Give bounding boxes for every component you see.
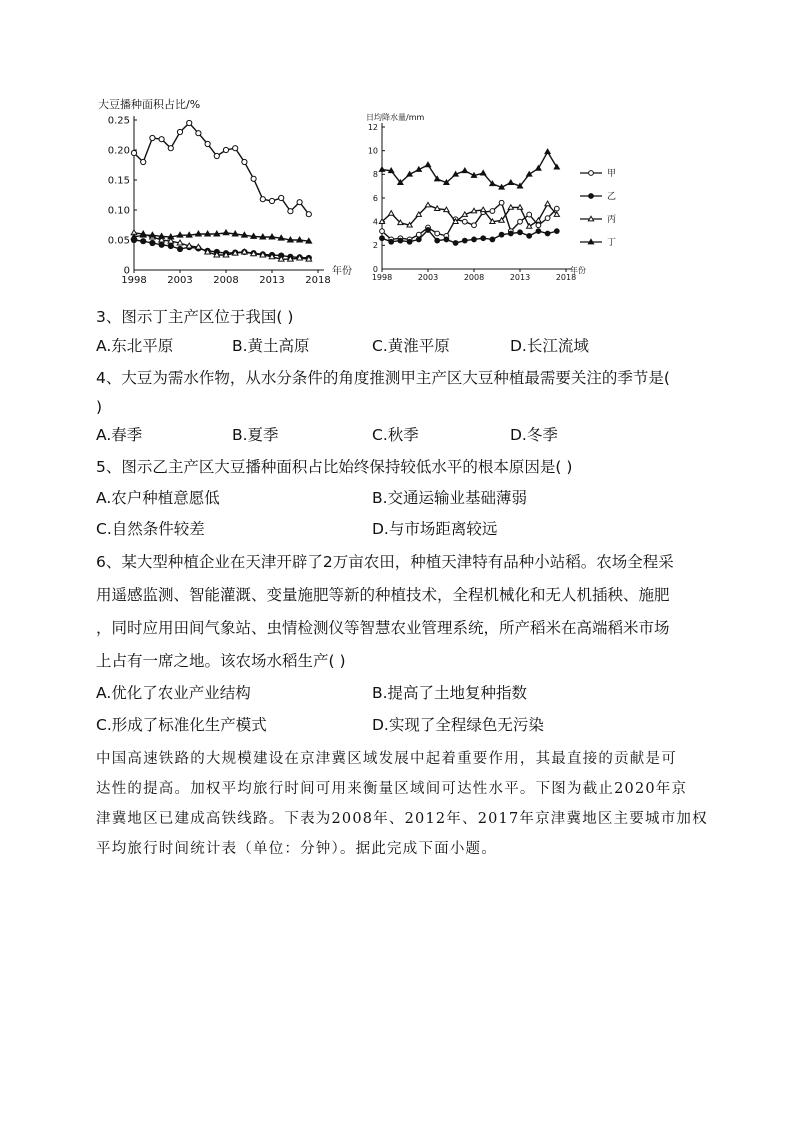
chart2-series-4-point bbox=[545, 149, 550, 154]
chart1-xtick-label: 1998 bbox=[121, 275, 147, 286]
chart2-xtick-label: 2013 bbox=[509, 273, 531, 282]
chart1-series-1-point bbox=[177, 129, 182, 134]
chart1-series-4-point bbox=[288, 237, 294, 242]
precipitation-chart bbox=[362, 112, 652, 290]
chart1-series-3-point bbox=[186, 243, 192, 248]
chart2-series-2-point bbox=[380, 236, 385, 241]
chart1-xtick-label: 2018 bbox=[305, 275, 331, 286]
q3-option-b[interactable]: B.黄土高原 bbox=[232, 337, 310, 355]
chart1-series-1-point bbox=[279, 195, 284, 200]
chart2-ytick-label: 0 bbox=[372, 264, 378, 274]
chart2-series-4-point bbox=[499, 185, 504, 190]
legend-marker-3 bbox=[588, 216, 593, 221]
q4-option-a[interactable]: A.春季 bbox=[96, 426, 143, 444]
chart2-series-4-point bbox=[481, 170, 486, 175]
chart1-series-4-point bbox=[223, 230, 229, 235]
chart1-ytick-label: 0.20 bbox=[107, 145, 130, 157]
question-6-stem-line4: 上占有一席之地。该农场水稻生产( ) bbox=[96, 652, 346, 670]
chart2-series-3-point bbox=[508, 205, 513, 210]
chart2-series-1-point bbox=[416, 232, 421, 237]
chart2-series-2-point bbox=[462, 238, 467, 243]
chart2-series-4-point bbox=[416, 167, 421, 172]
chart1-xtick-label: 2008 bbox=[213, 275, 239, 286]
chart1-series-1-point bbox=[168, 146, 173, 151]
chart2-series-1-point bbox=[499, 200, 504, 205]
chart2-series-3-point bbox=[462, 212, 467, 217]
chart2-series-4-point bbox=[508, 180, 513, 185]
chart1-series-4-point bbox=[186, 232, 192, 237]
chart2-series-1-point bbox=[490, 209, 495, 214]
chart1-series-1-point bbox=[214, 153, 219, 158]
chart1-series-1-point bbox=[141, 159, 146, 164]
chart2-series-2-point bbox=[472, 237, 477, 242]
chart2-series-1-point bbox=[536, 223, 541, 228]
chart2-series-1-point bbox=[462, 219, 467, 224]
q3-option-c[interactable]: C.黄淮平原 bbox=[372, 337, 450, 355]
chart1-xlabel: 年份 bbox=[332, 266, 352, 277]
material-passage bbox=[96, 744, 708, 864]
q3-option-d[interactable]: D.长江流域 bbox=[510, 337, 589, 355]
chart1-series-4-point bbox=[150, 232, 156, 237]
chart1-series-2-point bbox=[150, 240, 155, 245]
chart2-series-1-point bbox=[518, 219, 523, 224]
chart2-series-4-point bbox=[527, 172, 532, 177]
legend-label-1: 甲 bbox=[607, 169, 617, 179]
question-3-stem: 3、图示丁主产区位于我国( ) bbox=[96, 308, 294, 326]
chart1-series-1-point bbox=[205, 141, 210, 146]
chart2-series-2-point bbox=[554, 229, 559, 234]
chart1-ytick-label: 0.10 bbox=[107, 205, 130, 217]
passage-line-4: 平均旅行时间统计表（单位：分钟）。据此完成下面小题。 bbox=[96, 841, 497, 857]
chart1-series-1-point bbox=[233, 146, 238, 151]
q5-option-c[interactable]: C.自然条件较差 bbox=[96, 520, 205, 538]
legend-label-2: 乙 bbox=[607, 192, 617, 202]
chart1-series-1-point bbox=[242, 159, 247, 164]
chart2-series-2-point bbox=[389, 239, 394, 244]
chart1-ytick-label: 0 bbox=[123, 265, 130, 277]
chart2-xlabel: 年份 bbox=[570, 266, 586, 275]
chart1-ytick-label: 0.25 bbox=[107, 115, 130, 127]
chart2-series-1-point bbox=[545, 216, 550, 221]
chart1-xtick-label: 2013 bbox=[259, 275, 285, 286]
chart2-ytick-label: 4 bbox=[372, 217, 378, 227]
chart2-series-1-point bbox=[435, 231, 440, 236]
chart1-series-1-point bbox=[297, 200, 302, 205]
chart2-xtick-label: 2003 bbox=[417, 273, 439, 282]
chart2-series-1-point bbox=[472, 223, 477, 228]
chart2-series-3-point bbox=[435, 206, 440, 211]
chart1-series-2-point bbox=[159, 242, 164, 247]
chart1-ytick-label: 0.05 bbox=[107, 235, 130, 247]
chart1-series-4-point bbox=[242, 232, 248, 237]
chart2-series-4-line bbox=[382, 152, 557, 188]
q6-option-c[interactable]: C.形成了标准化生产模式 bbox=[96, 716, 267, 734]
chart2-series-1-point bbox=[554, 206, 559, 211]
passage-line-3: 津冀地区已建成高铁线路。下表为2008年、2012年、2017年京津冀地区主要城市加权 bbox=[96, 811, 708, 827]
question-4-stem-line2: ) bbox=[96, 398, 103, 416]
chart2-ytick-label: 12 bbox=[367, 122, 378, 132]
legend-marker-2 bbox=[589, 194, 594, 199]
legend-marker-1 bbox=[589, 171, 594, 176]
question-6-stem-line1: 6、某大型种植企业在天津开辟了2万亩农田，种植天津特有品种小站稻。农场全程采 bbox=[96, 553, 674, 571]
q4-option-b[interactable]: B.夏季 bbox=[232, 426, 279, 444]
chart2-series-2-point bbox=[416, 237, 421, 242]
chart1-series-4-point bbox=[196, 231, 202, 236]
chart1-series-1-point bbox=[288, 209, 293, 214]
chart2-series-2-point bbox=[444, 237, 449, 242]
soybean-area-chart bbox=[92, 94, 354, 290]
chart2-series-4-point bbox=[471, 173, 476, 178]
q6-option-b[interactable]: B.提高了土地复种指数 bbox=[372, 684, 528, 702]
chart1-ytick-label: 0.15 bbox=[107, 175, 130, 187]
chart1-series-1-point bbox=[223, 147, 228, 152]
chart2-series-2-point bbox=[499, 232, 504, 237]
chart2-series-2-point bbox=[407, 239, 412, 244]
chart2-series-3-point bbox=[481, 207, 486, 212]
chart1-series-4-point bbox=[214, 231, 220, 236]
chart2-series-3-point bbox=[389, 211, 394, 216]
chart2-series-2-point bbox=[545, 231, 550, 236]
chart2-ytick-label: 2 bbox=[372, 241, 378, 251]
chart2-series-2-point bbox=[490, 237, 495, 242]
chart2-series-4-point bbox=[389, 168, 394, 173]
chart2-series-3-point bbox=[471, 208, 476, 213]
q3-option-a[interactable]: A.东北平原 bbox=[96, 337, 174, 355]
chart1-series-1-point bbox=[131, 150, 136, 155]
chart2-series-3-point bbox=[425, 202, 430, 207]
chart2-series-2-point bbox=[398, 238, 403, 243]
chart2-series-4-point bbox=[407, 172, 412, 177]
chart1-series-1-point bbox=[269, 198, 274, 203]
chart1-series-4-point bbox=[168, 234, 174, 239]
passage-line-2: 达性的提高。加权平均旅行时间可用来衡量区域间可达性水平。下图为截止2020年京 bbox=[96, 781, 688, 797]
chart2-series-4-point bbox=[462, 168, 467, 173]
chart2-series-4-point bbox=[453, 172, 458, 177]
chart2-ytick-label: 10 bbox=[367, 146, 378, 156]
q4-option-d[interactable]: D.冬季 bbox=[510, 426, 558, 444]
chart1-series-3-point bbox=[177, 240, 183, 245]
chart2-xtick-label: 2018 bbox=[555, 273, 577, 282]
q5-option-d[interactable]: D.与市场距离较远 bbox=[372, 520, 498, 538]
chart1-series-4-point bbox=[269, 234, 275, 239]
chart1-series-4-point bbox=[260, 234, 266, 239]
chart1-series-4-point bbox=[177, 232, 183, 237]
chart2-series-4-point bbox=[379, 167, 384, 172]
question-6-stem-line3: ，同时应用田间气象站、虫情检测仪等智慧农业管理系统，所产稻米在高端稻米市场 bbox=[96, 619, 670, 637]
chart2-series-2-point bbox=[508, 231, 513, 236]
chart1-series-4-point bbox=[140, 232, 146, 237]
chart2-xtick-label: 1998 bbox=[371, 273, 393, 282]
chart2-series-2-point bbox=[518, 230, 523, 235]
question-5-stem: 5、图示乙主产区大豆播种面积占比始终保持较低水平的根本原因是( ) bbox=[96, 458, 573, 476]
chart1-xtick-label: 2003 bbox=[167, 275, 193, 286]
chart2-series-1-point bbox=[527, 212, 532, 217]
chart1-series-1-point bbox=[187, 120, 192, 125]
chart1-series-4-point bbox=[251, 233, 257, 238]
chart1-series-4-point bbox=[306, 238, 312, 243]
legend-marker-4 bbox=[588, 239, 593, 244]
chart1-series-4-point bbox=[278, 235, 284, 240]
chart1-series-4-point bbox=[232, 231, 238, 236]
q6-option-a[interactable]: A.优化了农业产业结构 bbox=[96, 684, 251, 702]
q6-option-d[interactable]: D.实现了全程绿色无污染 bbox=[372, 716, 544, 734]
chart2-ylabel: 日均降水量/mm bbox=[366, 113, 425, 122]
chart1-series-1-point bbox=[251, 176, 256, 181]
chart1-series-1-point bbox=[306, 212, 311, 217]
chart1-series-1-point bbox=[159, 137, 164, 142]
q5-option-b[interactable]: B.交通运输业基础薄弱 bbox=[372, 489, 528, 507]
chart2-series-2-point bbox=[426, 228, 431, 233]
passage-line-1: 中国高速铁路的大规模建设在京津冀区域发展中起着重要作用，其最直接的贡献是可 bbox=[96, 751, 677, 767]
q4-option-c[interactable]: C.秋季 bbox=[372, 426, 419, 444]
chart1-series-2-point bbox=[177, 246, 182, 251]
chart2-series-3-point bbox=[527, 224, 532, 229]
chart2-ytick-label: 6 bbox=[372, 193, 378, 203]
chart2-series-3-point bbox=[517, 205, 522, 210]
question-6-stem-line2: 用遥感监测、智能灌溉、变量施肥等新的种植技术，全程机械化和无人机插秧、施肥 bbox=[96, 586, 670, 604]
chart2-series-4-point bbox=[425, 162, 430, 167]
question-4-stem-line1: 4、大豆为需水作物，从水分条件的角度推测甲主产区大豆种植最需要关注的季节是( bbox=[96, 369, 670, 387]
chart2-xtick-label: 2008 bbox=[463, 273, 485, 282]
chart1-series-4-point bbox=[205, 231, 211, 236]
chart2-series-2-point bbox=[453, 241, 458, 246]
legend-label-3: 丙 bbox=[607, 215, 617, 225]
chart1-series-4-point bbox=[159, 233, 165, 238]
chart2-series-1-point bbox=[380, 229, 385, 234]
legend-label-4: 丁 bbox=[607, 238, 617, 248]
chart2-series-2-point bbox=[536, 229, 541, 234]
q5-option-a[interactable]: A.农户种植意愿低 bbox=[96, 489, 220, 507]
chart2-series-2-point bbox=[527, 233, 532, 238]
chart1-series-1-point bbox=[196, 131, 201, 136]
chart1-series-2-point bbox=[141, 239, 146, 244]
chart2-ytick-label: 8 bbox=[372, 170, 378, 180]
chart2-series-2-point bbox=[481, 236, 486, 241]
chart1-series-1-point bbox=[260, 197, 265, 202]
chart1-series-4-point bbox=[297, 237, 303, 242]
chart2-series-3-point bbox=[444, 207, 449, 212]
chart1-ylabel: 大豆播种面积占比/% bbox=[98, 98, 201, 111]
chart1-series-1-point bbox=[150, 135, 155, 140]
chart2-series-2-point bbox=[435, 238, 440, 243]
chart1-series-3-point bbox=[196, 244, 202, 249]
chart2-series-3-point bbox=[545, 201, 550, 206]
chart1-series-2-point bbox=[168, 243, 173, 248]
